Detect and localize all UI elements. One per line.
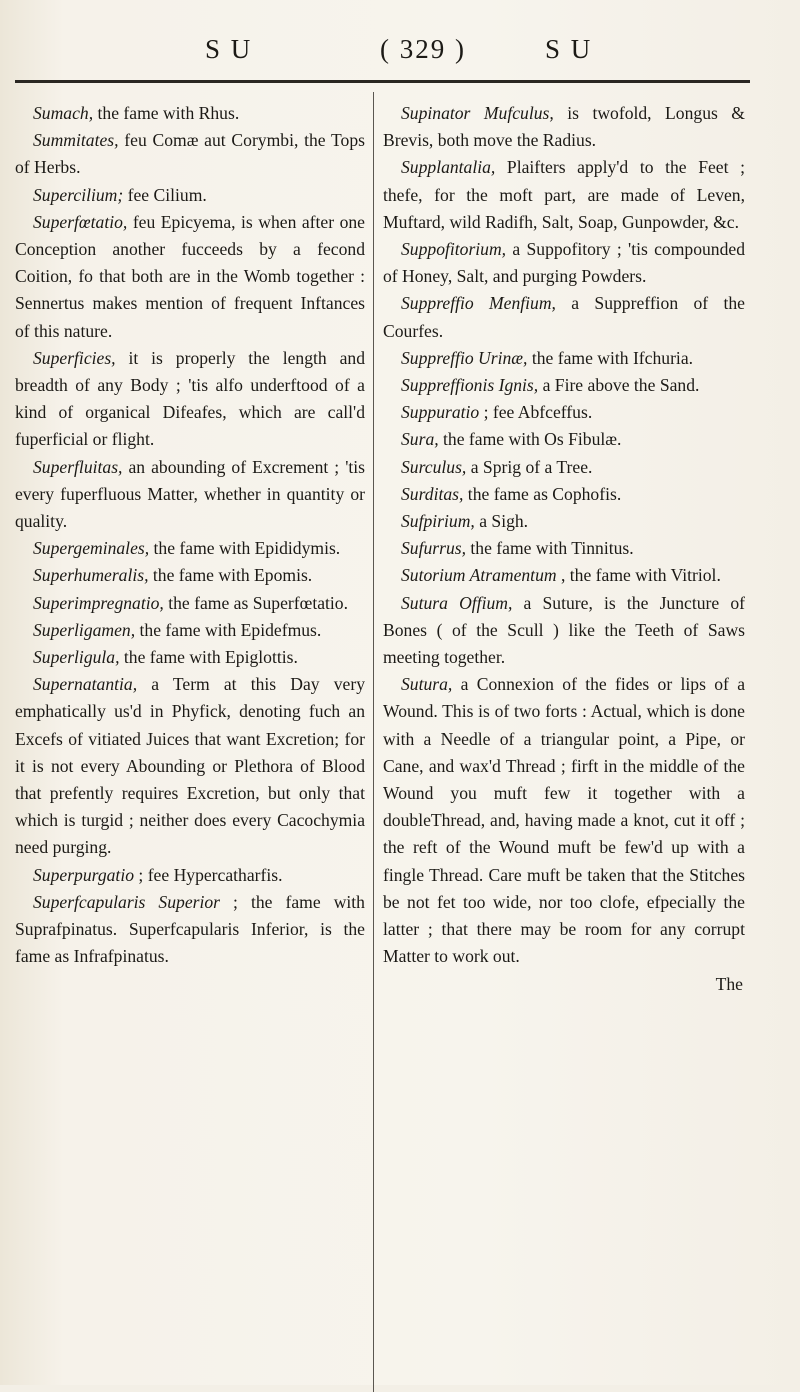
entry-definition: is twofold, Longus & Brevis, both move the Radius. <box>383 103 745 151</box>
dictionary-entry <box>383 399 745 426</box>
entry-definition: ; fee Hypercatharfis. <box>134 864 283 885</box>
left-column <box>15 100 365 971</box>
entry-definition: the fame with Epomis. <box>148 565 313 586</box>
dictionary-entry <box>15 562 365 589</box>
entry-headword: Superficies, <box>33 347 116 368</box>
dictionary-entry <box>15 127 365 181</box>
dictionary-entry <box>383 454 745 481</box>
entry-headword: Sumach, <box>33 103 94 123</box>
entry-headword: Superimpregnatio, <box>33 592 164 613</box>
dictionary-entry <box>15 209 365 345</box>
dictionary-entry <box>15 100 365 127</box>
entry-definition: feu Epicyema, is when after one Conception another fucceeds by a fecond Coition, fo that both are in the Womb together : Sennertus makes mention of frequent Inftances of this nature. <box>15 211 365 341</box>
dictionary-entry <box>383 562 745 589</box>
entry-definition: a Suppreffion of the Courfes. <box>383 293 745 341</box>
entry-definition: a Sprig of a Tree. <box>466 456 593 477</box>
entry-definition: the fame with Ifchuria. <box>527 347 694 368</box>
entry-definition: a Suppofitory ; 'tis compounded of Honey, Salt, and purging Powders. <box>383 239 745 287</box>
dictionary-entry <box>15 182 365 209</box>
entry-headword: Superfcapularis Superior <box>33 891 221 912</box>
dictionary-entry <box>15 617 365 644</box>
entry-headword: Superpurgatio <box>33 864 135 885</box>
entry-definition: the fame with Epiglottis. <box>119 647 298 668</box>
entry-headword: Supergeminales, <box>33 538 150 559</box>
dictionary-entry <box>383 100 745 154</box>
dictionary-entry <box>383 290 745 344</box>
dictionary-entry <box>383 481 745 508</box>
entry-definition: fee Cilium. <box>123 184 207 205</box>
entry-headword: Supernatantia, <box>33 674 138 695</box>
dictionary-entry <box>15 590 365 617</box>
entry-headword: Sufurrus, <box>401 538 467 559</box>
header-rule <box>15 80 750 83</box>
dictionary-entry <box>15 889 365 971</box>
entry-definition: a Suture, is the Juncture of Bones ( of the Scull ) like the Teeth of Saws meeting together. <box>383 592 746 668</box>
entry-headword: Superligamen, <box>33 619 136 640</box>
entry-headword: Supinator Mufculus, <box>401 103 554 123</box>
entry-definition: the fame with Os Fibulæ. <box>438 429 622 450</box>
entry-headword: Sufpirium, <box>401 511 475 532</box>
entry-definition: the fame as Superfœtatio. <box>163 592 348 613</box>
catchword: The <box>715 973 743 994</box>
dictionary-entry <box>15 671 365 861</box>
entry-definition: it is properly the length and breadth of any Body ; 'tis alfo underftood of a kind of organical Difeafes, which are call'd fuperficial or flight. <box>15 347 365 450</box>
column-divider <box>373 92 374 1392</box>
running-header <box>0 34 800 74</box>
dictionary-entry <box>15 535 365 562</box>
dictionary-entry <box>383 535 745 562</box>
dictionary-entry <box>383 671 745 970</box>
dictionary-entry <box>383 236 745 290</box>
entry-headword: Surditas, <box>401 483 464 504</box>
entry-headword: Sutura, <box>401 674 453 695</box>
entry-headword: Summitates, <box>33 130 119 151</box>
entry-definition: the fame with Epidefmus. <box>135 619 322 640</box>
entry-headword: Supercilium; <box>33 184 124 205</box>
entry-definition: the fame as Cophofis. <box>463 483 622 504</box>
entry-headword: Surculus, <box>401 456 467 477</box>
entry-definition: ; fee Abfceffus. <box>479 402 593 423</box>
dictionary-entry <box>383 590 745 672</box>
entry-headword: Suppreffio Menfium, <box>401 293 556 314</box>
entry-headword: Sutura Offium, <box>401 592 513 613</box>
entry-headword: Superfœtatio, <box>33 211 128 232</box>
entry-definition: a Connexion of the fides or lips of a Wound. This is of two forts : Actual, which is done with a Needle of a triangular point, a Pipe, or Cane, and wax'd Thread ; firft in the middle of the Wound you muft few it together with a doubleThread, and, having made a knot, cut it off ; the reft of the Wound muft be few'd up with a fingle Thread. Care muft be taken that the Stitches be not fet too wide, nor too clofe, efpecially the latter ; that there may be room for any corrupt Matter to work out. <box>383 674 745 967</box>
dictionary-entry <box>383 154 745 236</box>
entry-definition: the fame with Rhus. <box>93 103 240 123</box>
entry-headword: Superhumeralis, <box>33 565 149 586</box>
entry-definition: a Term at this Day very emphatically us'd in Phyfick, denoting fuch an Excefs of vitiated Juices that want Excretion; for it is not every Abounding or Plethora of Blood that prefently requires Excretion, but only that which is turgid ; neither does every Cacochymia need purging. <box>15 674 365 858</box>
entry-headword: Suppreffio Urinæ, <box>401 347 528 368</box>
dictionary-entry <box>15 862 365 889</box>
entry-headword: Sutorium Atramentum <box>401 565 557 586</box>
dictionary-entry <box>383 508 745 535</box>
entry-definition: ; the fame with Suprafpinatus. Superfcapularis Inferior, is the fame as Infrafpinatus. <box>15 891 365 967</box>
entry-definition: the fame with Tinnitus. <box>466 538 634 559</box>
entry-headword: Supplantalia, <box>401 157 496 178</box>
dictionary-entry <box>15 454 365 536</box>
entry-headword: Suppofitorium, <box>401 239 507 260</box>
entry-definition: feu Comæ aut Corymbi, the Tops of Herbs. <box>15 130 365 178</box>
entry-definition: a Fire above the Sand. <box>538 375 700 396</box>
entry-definition: an abounding of Excrement ; 'tis every fuperfluous Matter, whether in quantity or quality. <box>15 456 365 532</box>
entry-definition: , the fame with Vitriol. <box>556 565 721 586</box>
entry-headword: Superligula, <box>33 647 120 668</box>
entry-definition: the fame with Epididymis. <box>149 538 341 559</box>
entry-headword: Sura, <box>401 429 439 450</box>
dictionary-entry <box>383 345 745 372</box>
right-column <box>383 100 745 998</box>
entry-headword: Suppuratio <box>401 402 480 423</box>
dictionary-entry <box>15 345 365 454</box>
dictionary-entry <box>383 372 745 399</box>
header-right-letters: S U <box>545 34 593 64</box>
dictionary-entry <box>15 644 365 671</box>
dictionary-entry <box>383 426 745 453</box>
entry-headword: Suppreffionis Ignis, <box>401 375 539 396</box>
entry-headword: Superfluitas, <box>33 456 123 477</box>
header-left-letters: S U <box>205 34 253 64</box>
page-number: ( 329 ) <box>380 34 466 64</box>
entry-definition: a Sigh. <box>474 511 529 532</box>
entry-definition: Plaifters apply'd to the Feet ; thefe, for the moft part, are made of Leven, Muftard, wild Radifh, Salt, Soap, Gunpowder, &c. <box>383 157 745 232</box>
